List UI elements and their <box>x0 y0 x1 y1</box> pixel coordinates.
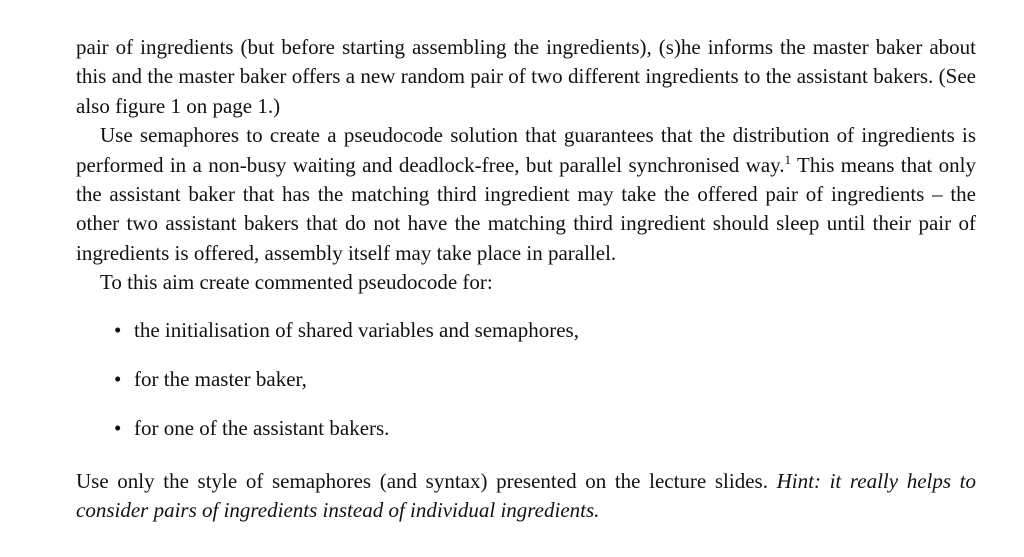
paragraph-2-text: Use semaphores to create a pseudocode solution that guarantees that the distribution of ingredients is performed in a non-busy waiting and deadlock-free, but parallel synchronised way. <box>76 123 976 177</box>
bullet-icon: • <box>114 366 122 391</box>
list-item-text: the initialisation of shared variables and semaphores, <box>134 317 579 342</box>
bullet-icon: • <box>114 317 122 342</box>
paragraph-2 <box>76 121 976 268</box>
list-item-text: for the master baker, <box>134 366 307 391</box>
closing-paragraph <box>76 467 976 526</box>
paragraph-2-continuation: This means that only the assistant baker that has the matching third ingredient may take the offered pair of ingredients – the other two assistant bakers that do not have the matching third ingredient should sleep until their pair of ingredients is offered, assembly itself may take place in parallel. <box>76 152 976 265</box>
list-item-text: for one of the assistant bakers. <box>134 415 390 440</box>
list-item <box>76 365 976 394</box>
list-intro: To this aim create commented pseudocode for: <box>100 270 493 295</box>
document-page <box>76 33 976 526</box>
bullet-icon: • <box>114 415 122 440</box>
task-list <box>76 316 976 443</box>
paragraph-1: pair of ingredients (but before starting assembling the ingredients), (s)he informs the master baker about this and the master baker offers a new random pair of two different ingredients to the assistant bakers. (See also figure 1 on page 1.) <box>76 35 976 118</box>
hint-text: Hint: it really helps to consider pairs of ingredients instead of individual ingredients. <box>76 469 976 523</box>
closing-text: Use only the style of semaphores (and syntax) presented on the lecture slides. <box>76 469 777 494</box>
list-item <box>76 316 976 345</box>
list-item <box>76 414 976 443</box>
footnote-marker: 1 <box>784 151 792 167</box>
